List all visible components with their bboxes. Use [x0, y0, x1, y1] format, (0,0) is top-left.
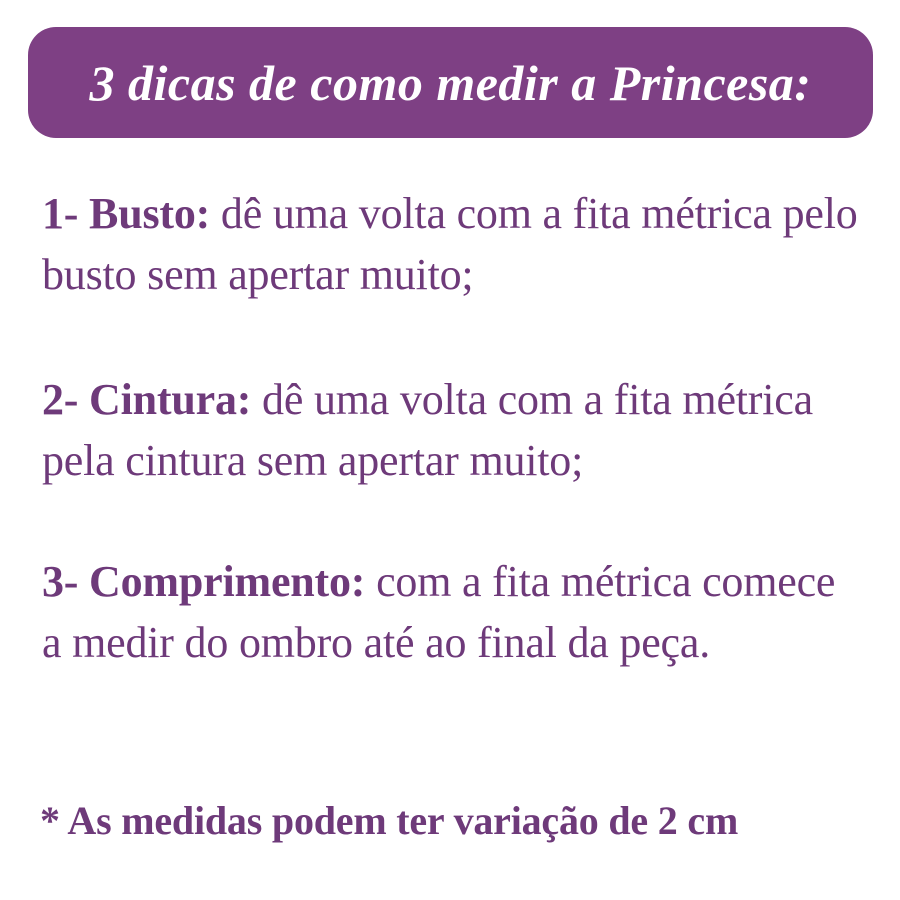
footnote: * As medidas podem ter variação de 2 cm [40, 798, 739, 843]
tip-comprimento-label: 3- Comprimento: [42, 557, 366, 606]
title-banner [28, 27, 873, 138]
page-title: 3 dicas de como medir a Princesa: [89, 54, 812, 111]
tip-busto [42, 183, 865, 305]
tip-busto-text: dê uma volta com a fita métrica pelo busto sem apertar muito; [42, 189, 858, 299]
tip-cintura-text: dê uma volta com a fita métrica pela cintura sem apertar muito; [42, 375, 813, 485]
tip-comprimento-text: com a fita métrica comece a medir do ombro até ao final da peça. [42, 557, 836, 667]
tip-comprimento [42, 551, 865, 673]
tip-cintura-label: 2- Cintura: [42, 375, 252, 424]
tip-cintura [42, 369, 865, 491]
tip-busto-label: 1- Busto: [42, 189, 211, 238]
